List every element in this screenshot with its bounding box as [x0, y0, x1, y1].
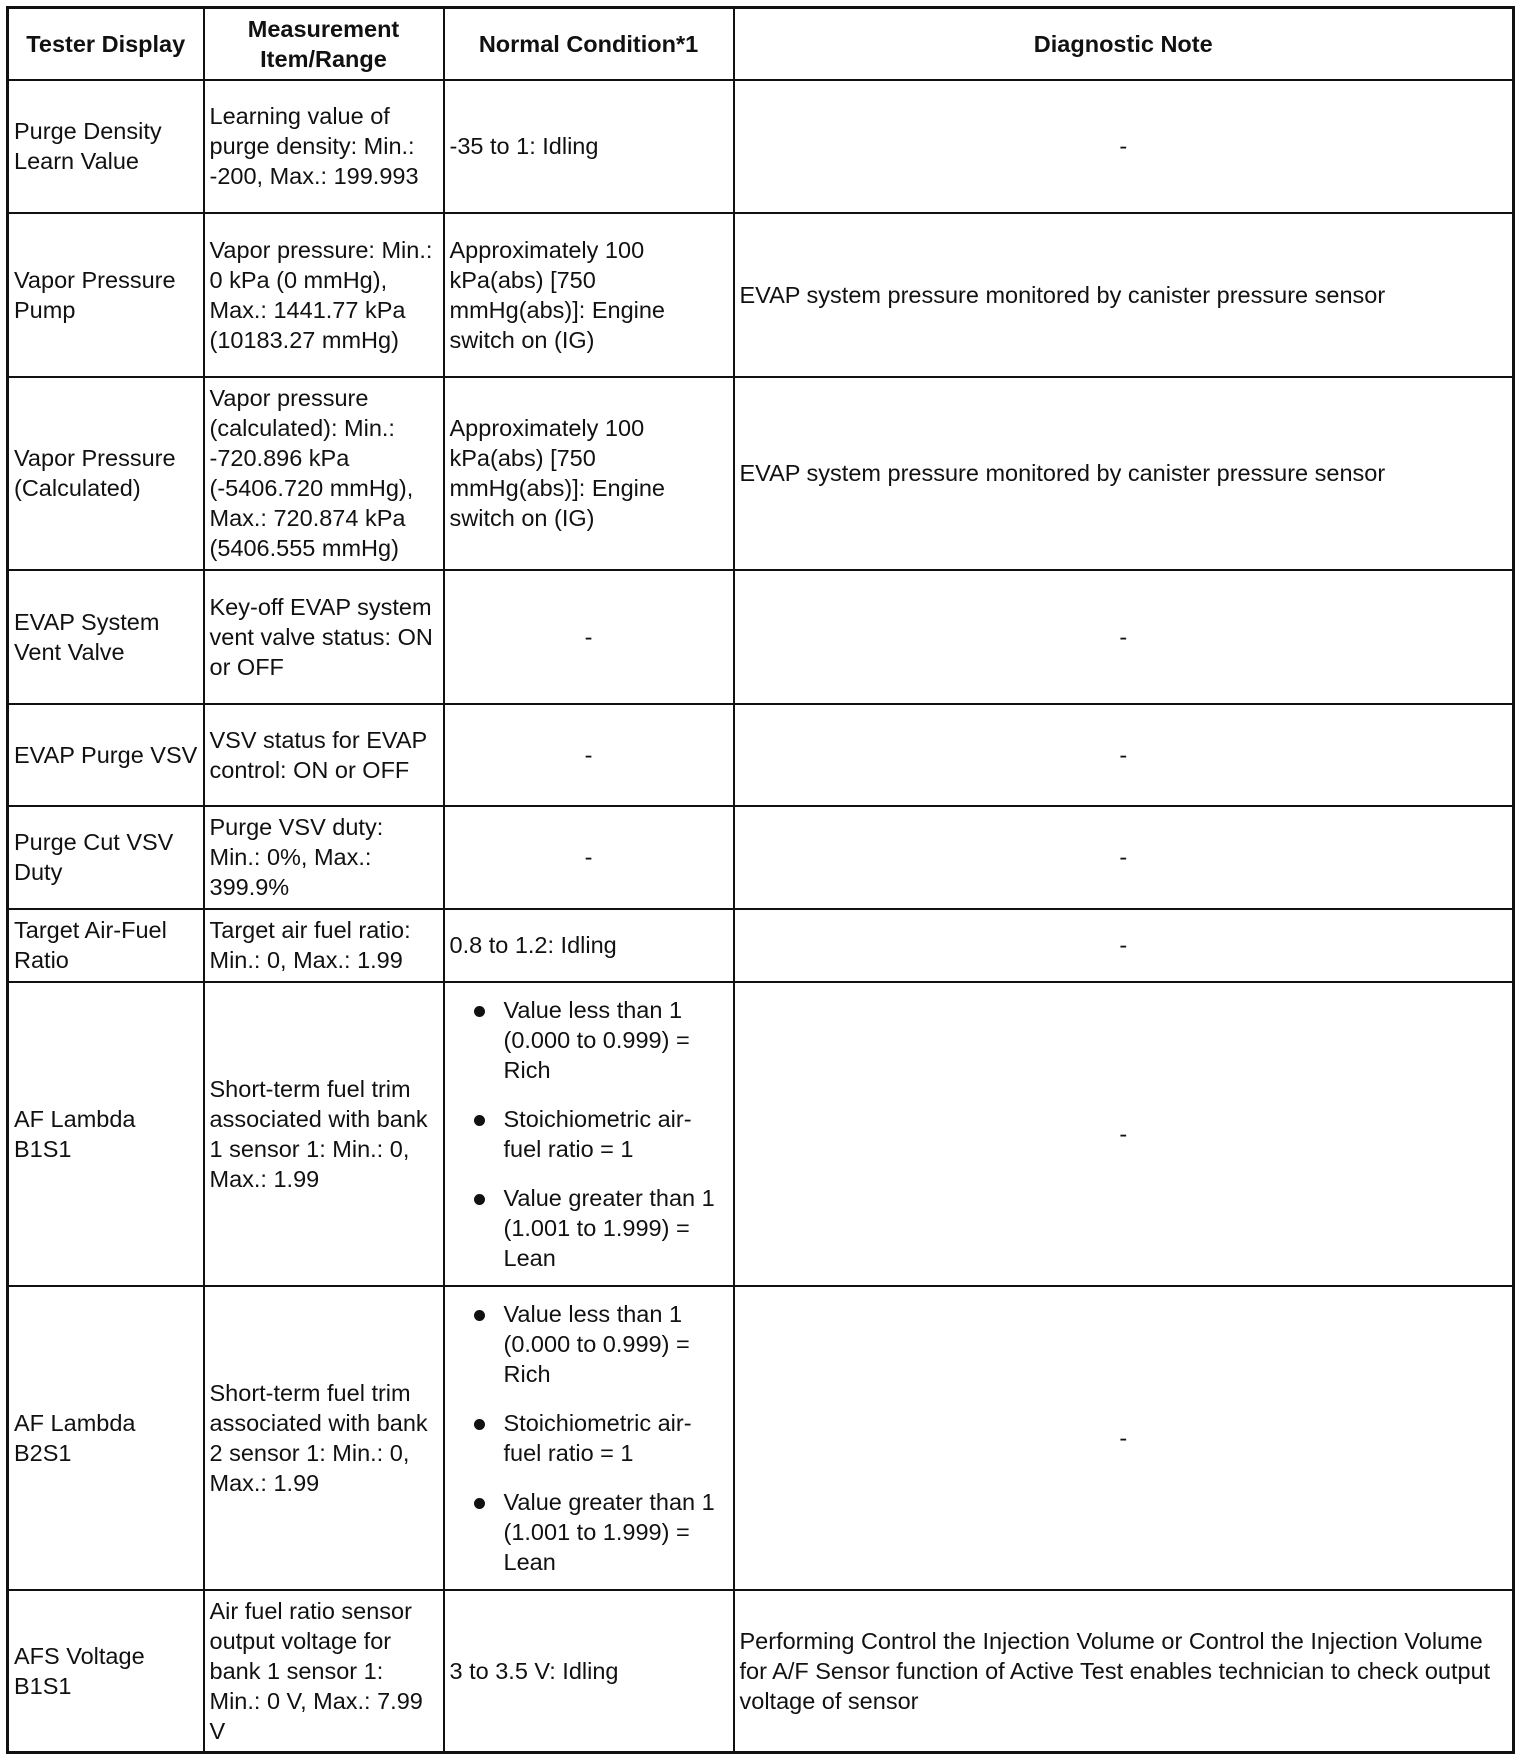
diagnostic-note-cell: -: [734, 704, 1514, 806]
diagnostic-note-cell: -: [734, 909, 1514, 982]
measurement-cell: Air fuel ratio sensor output voltage for bank 1 sensor 1: Min.: 0 V, Max.: 7.99 V: [204, 1590, 444, 1753]
tester-display-cell: AF Lambda B1S1: [8, 982, 204, 1286]
diagnostic-note-cell: EVAP system pressure monitored by canister pressure sensor: [734, 377, 1514, 570]
normal-condition-cell: [444, 1286, 734, 1590]
bullet-icon: [474, 1006, 485, 1017]
tester-display-cell: AF Lambda B2S1: [8, 1286, 204, 1590]
header-diagnostic-note: Diagnostic Note: [734, 8, 1514, 80]
header-tester-display: Tester Display: [8, 8, 204, 80]
measurement-cell: Short-term fuel trim associated with bank 2 sensor 1: Min.: 0, Max.: 1.99: [204, 1286, 444, 1590]
condition-bullet-list: [450, 991, 728, 1277]
tester-display-cell: EVAP System Vent Valve: [8, 570, 204, 704]
measurement-cell: Short-term fuel trim associated with bank 1 sensor 1: Min.: 0, Max.: 1.99: [204, 982, 444, 1286]
list-item: Value greater than 1 (1.001 to 1.999) = Lean: [468, 1183, 728, 1273]
diagnostic-note-cell: -: [734, 80, 1514, 213]
normal-condition-cell: -: [444, 806, 734, 909]
diagnostic-note-cell: -: [734, 1286, 1514, 1590]
header-normal-condition: Normal Condition*1: [444, 8, 734, 80]
measurement-cell: Vapor pressure (calculated): Min.: -720.896 kPa (-5406.720 mmHg), Max.: 720.874 kPa (5406.555 mmHg): [204, 377, 444, 570]
bullet-icon: [474, 1498, 485, 1509]
measurement-cell: VSV status for EVAP control: ON or OFF: [204, 704, 444, 806]
bullet-icon: [474, 1419, 485, 1430]
table-row: [8, 909, 1514, 982]
table-row: [8, 982, 1514, 1286]
list-item: Value greater than 1 (1.001 to 1.999) = Lean: [468, 1487, 728, 1577]
normal-condition-cell: -: [444, 704, 734, 806]
normal-condition-cell: Approximately 100 kPa(abs) [750 mmHg(abs)]: Engine switch on (IG): [444, 213, 734, 377]
table-row: [8, 213, 1514, 377]
tester-display-cell: Target Air-Fuel Ratio: [8, 909, 204, 982]
list-item: Value less than 1 (0.000 to 0.999) = Rich: [468, 995, 728, 1085]
diagnostic-note-cell: EVAP system pressure monitored by canister pressure sensor: [734, 213, 1514, 377]
measurement-cell: Target air fuel ratio: Min.: 0, Max.: 1.99: [204, 909, 444, 982]
measurement-cell: Key-off EVAP system vent valve status: ON or OFF: [204, 570, 444, 704]
bullet-icon: [474, 1310, 485, 1321]
header-measurement-item: Measurement Item/Range: [204, 8, 444, 80]
diagnostic-note-cell: -: [734, 982, 1514, 1286]
normal-condition-cell: 3 to 3.5 V: Idling: [444, 1590, 734, 1753]
diagnostic-note-cell: -: [734, 806, 1514, 909]
header-row: [8, 8, 1514, 80]
tester-display-cell: AFS Voltage B1S1: [8, 1590, 204, 1753]
measurement-cell: Vapor pressure: Min.: 0 kPa (0 mmHg), Max.: 1441.77 kPa (10183.27 mmHg): [204, 213, 444, 377]
diagnostic-note-cell: Performing Control the Injection Volume or Control the Injection Volume for A/F Sensor function of Active Test enables technician to check output voltage of sensor: [734, 1590, 1514, 1753]
data-list-table: [6, 6, 1515, 1754]
diagnostic-note-cell: -: [734, 570, 1514, 704]
table-row: [8, 806, 1514, 909]
normal-condition-cell: -: [444, 570, 734, 704]
table-row: [8, 704, 1514, 806]
tester-display-cell: Vapor Pressure (Calculated): [8, 377, 204, 570]
bullet-icon: [474, 1115, 485, 1126]
normal-condition-cell: Approximately 100 kPa(abs) [750 mmHg(abs)]: Engine switch on (IG): [444, 377, 734, 570]
tester-display-cell: Vapor Pressure Pump: [8, 213, 204, 377]
normal-condition-cell: [444, 982, 734, 1286]
list-item: Value less than 1 (0.000 to 0.999) = Rich: [468, 1299, 728, 1389]
table-row: [8, 1590, 1514, 1753]
list-item: Stoichiometric air-fuel ratio = 1: [468, 1104, 728, 1164]
condition-bullet-list: [450, 1295, 728, 1581]
normal-condition-cell: 0.8 to 1.2: Idling: [444, 909, 734, 982]
normal-condition-cell: -35 to 1: Idling: [444, 80, 734, 213]
measurement-cell: Learning value of purge density: Min.: -200, Max.: 199.993: [204, 80, 444, 213]
tester-display-cell: Purge Cut VSV Duty: [8, 806, 204, 909]
tester-display-cell: EVAP Purge VSV: [8, 704, 204, 806]
measurement-cell: Purge VSV duty: Min.: 0%, Max.: 399.9%: [204, 806, 444, 909]
table-row: [8, 570, 1514, 704]
bullet-icon: [474, 1194, 485, 1205]
table-row: [8, 377, 1514, 570]
table-row: [8, 1286, 1514, 1590]
list-item: Stoichiometric air-fuel ratio = 1: [468, 1408, 728, 1468]
tester-display-cell: Purge Density Learn Value: [8, 80, 204, 213]
table-row: [8, 80, 1514, 213]
